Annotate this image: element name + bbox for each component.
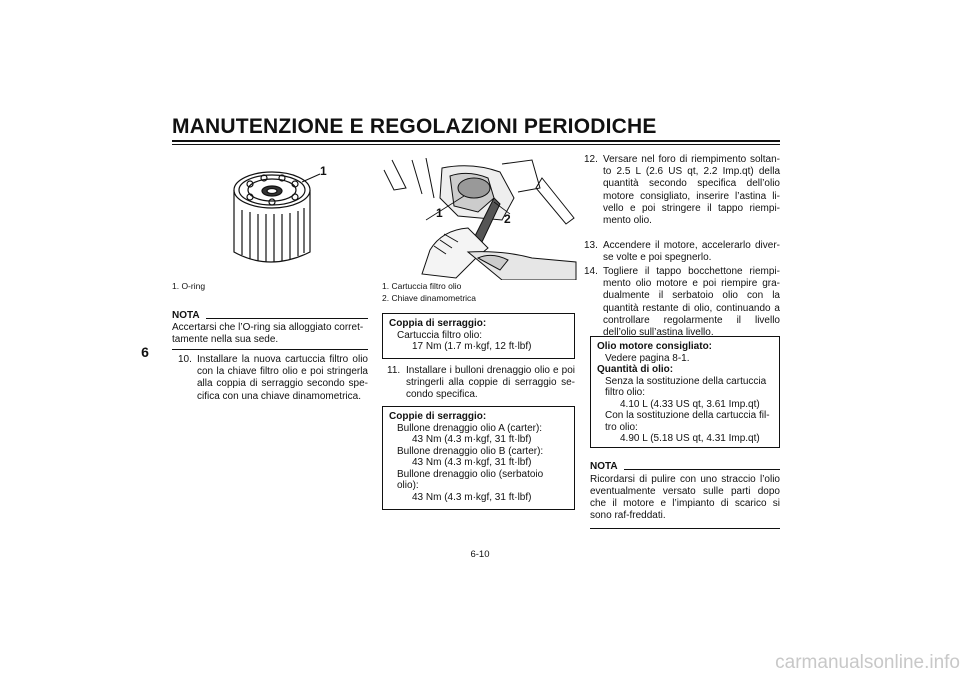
step-13 xyxy=(584,240,780,264)
title-rule-thin xyxy=(172,144,780,145)
oil-spec-line: Olio motore consigliato: xyxy=(597,341,713,352)
torque-wrench-illustration xyxy=(382,158,578,280)
torque-spec-line: 43 Nm (4.3 m·kgf, 31 ft·lbf) xyxy=(412,457,532,468)
torque-spec-box xyxy=(382,313,575,359)
chapter-tab: 6 xyxy=(128,322,162,382)
torque-spec-line: 43 Nm (4.3 m·kgf, 31 ft·lbf) xyxy=(412,434,532,445)
figure-callout-2: 2 xyxy=(504,212,511,226)
torque-spec-line: Bullone drenaggio olio A (carter): xyxy=(397,422,543,434)
oil-spec-box xyxy=(590,336,780,448)
step-14 xyxy=(584,266,780,339)
torque-spec-line: olio): xyxy=(397,480,419,491)
step-11 xyxy=(387,365,575,402)
oil-spec-line: Quantità di olio: xyxy=(597,364,674,375)
figure-caption: 1. O-ring xyxy=(172,281,206,291)
torque-spec-header: Coppia di serraggio: xyxy=(389,318,487,329)
title-rule xyxy=(172,140,780,142)
oil-spec-line: tro olio: xyxy=(605,421,638,433)
figure-caption-2: 2. Chiave dinamometrica xyxy=(382,293,477,303)
nota-rule-bottom xyxy=(172,349,368,350)
step-number: 10. xyxy=(178,354,192,365)
step-text: Accendere il motore, accelerarlo diver-se volte e poi spegnerlo. xyxy=(603,240,780,264)
step-number: 13. xyxy=(584,240,598,251)
oil-spec-line: Con la sostituzione della cartuccia fil- xyxy=(605,410,770,421)
torque-spec-header: Coppie di serraggio: xyxy=(389,411,487,422)
step-text: Installare i bulloni drenaggio olio e poi stringerli alla coppie di serraggio se-condo specifica. xyxy=(406,365,575,401)
oil-filter-illustration xyxy=(172,160,368,282)
step-number: 11. xyxy=(387,365,401,376)
step-text: Versare nel foro di riempimento soltan-to 2.5 L (2.6 US qt, 2.2 Imp.qt) della quantità secondo specifica dell’olio motore consigliato, inserire l’astina li-vello e poi stringere il tappo riempi-mento olio. xyxy=(603,154,780,227)
oil-spec-line: filtro olio: xyxy=(605,387,646,398)
nota-text: Ricordarsi di pulire con uno straccio l’olio eventualmente versato sulle parti dopo che il motore e l’impianto di scarico si sono raf-freddati. xyxy=(590,474,780,521)
step-number: 12. xyxy=(584,154,598,165)
step-text: Togliere il tappo bocchettone riempi-mento olio motore e poi riempire gra-dualmente il serbatoio olio con la quantità restante di olio, continuando a controllare regolarmente il livello dell’olio sull’astina livello. xyxy=(603,266,780,339)
nota-label: NOTA xyxy=(172,310,200,321)
torque-spec-line: 43 Nm (4.3 m·kgf, 31 ft·lbf) xyxy=(412,491,532,503)
step-12 xyxy=(584,154,780,227)
figure-caption-1: 1. Cartuccia filtro olio xyxy=(382,281,462,291)
page-number: 6-10 xyxy=(470,549,490,560)
oil-spec-line: 4.90 L (5.18 US qt, 4.31 Imp.qt) xyxy=(620,433,760,444)
step-text: Installare la nuova cartuccia filtro olio con la chiave filtro olio e poi stringerla alla coppia di serraggio secondo spe-cifica con una chiave dinamometrica. xyxy=(197,354,368,402)
oil-spec-line: 4.10 L (4.33 US qt, 3.61 Imp.qt) xyxy=(620,398,760,410)
nota-rule-top xyxy=(206,318,368,319)
watermark-text: carmanualsonline.info xyxy=(775,652,960,673)
torque-spec-box-2 xyxy=(382,406,575,510)
nota-rule-bottom xyxy=(590,528,780,529)
torque-spec-line: Bullone drenaggio olio (serbatoio xyxy=(397,468,544,480)
nota-label: NOTA xyxy=(590,461,618,472)
torque-spec-line: Bullone drenaggio olio B (carter): xyxy=(397,445,544,457)
step-number: 14. xyxy=(584,266,598,277)
watermark xyxy=(0,652,960,674)
figure-callout-1: 1 xyxy=(320,164,327,178)
oil-spec-line: Senza la sostituzione della cartuccia xyxy=(605,375,767,387)
oil-spec-line: Vedere pagina 8-1. xyxy=(605,352,690,364)
page-title: MANUTENZIONE E REGOLAZIONI PERIODICHE xyxy=(172,115,657,138)
step-10 xyxy=(178,354,368,403)
nota-rule-top xyxy=(624,469,780,470)
torque-spec-value: 17 Nm (1.7 m·kgf, 12 ft·lbf) xyxy=(412,341,532,352)
torque-spec-item: Cartuccia filtro olio: xyxy=(397,329,483,341)
nota-text-line: Accertarsi che l’O-ring sia alloggiato corret- xyxy=(172,322,364,333)
figure-callout-1: 1 xyxy=(436,206,443,220)
nota-text-line: tamente nella sua sede. xyxy=(172,334,279,345)
nota-text xyxy=(172,322,368,346)
